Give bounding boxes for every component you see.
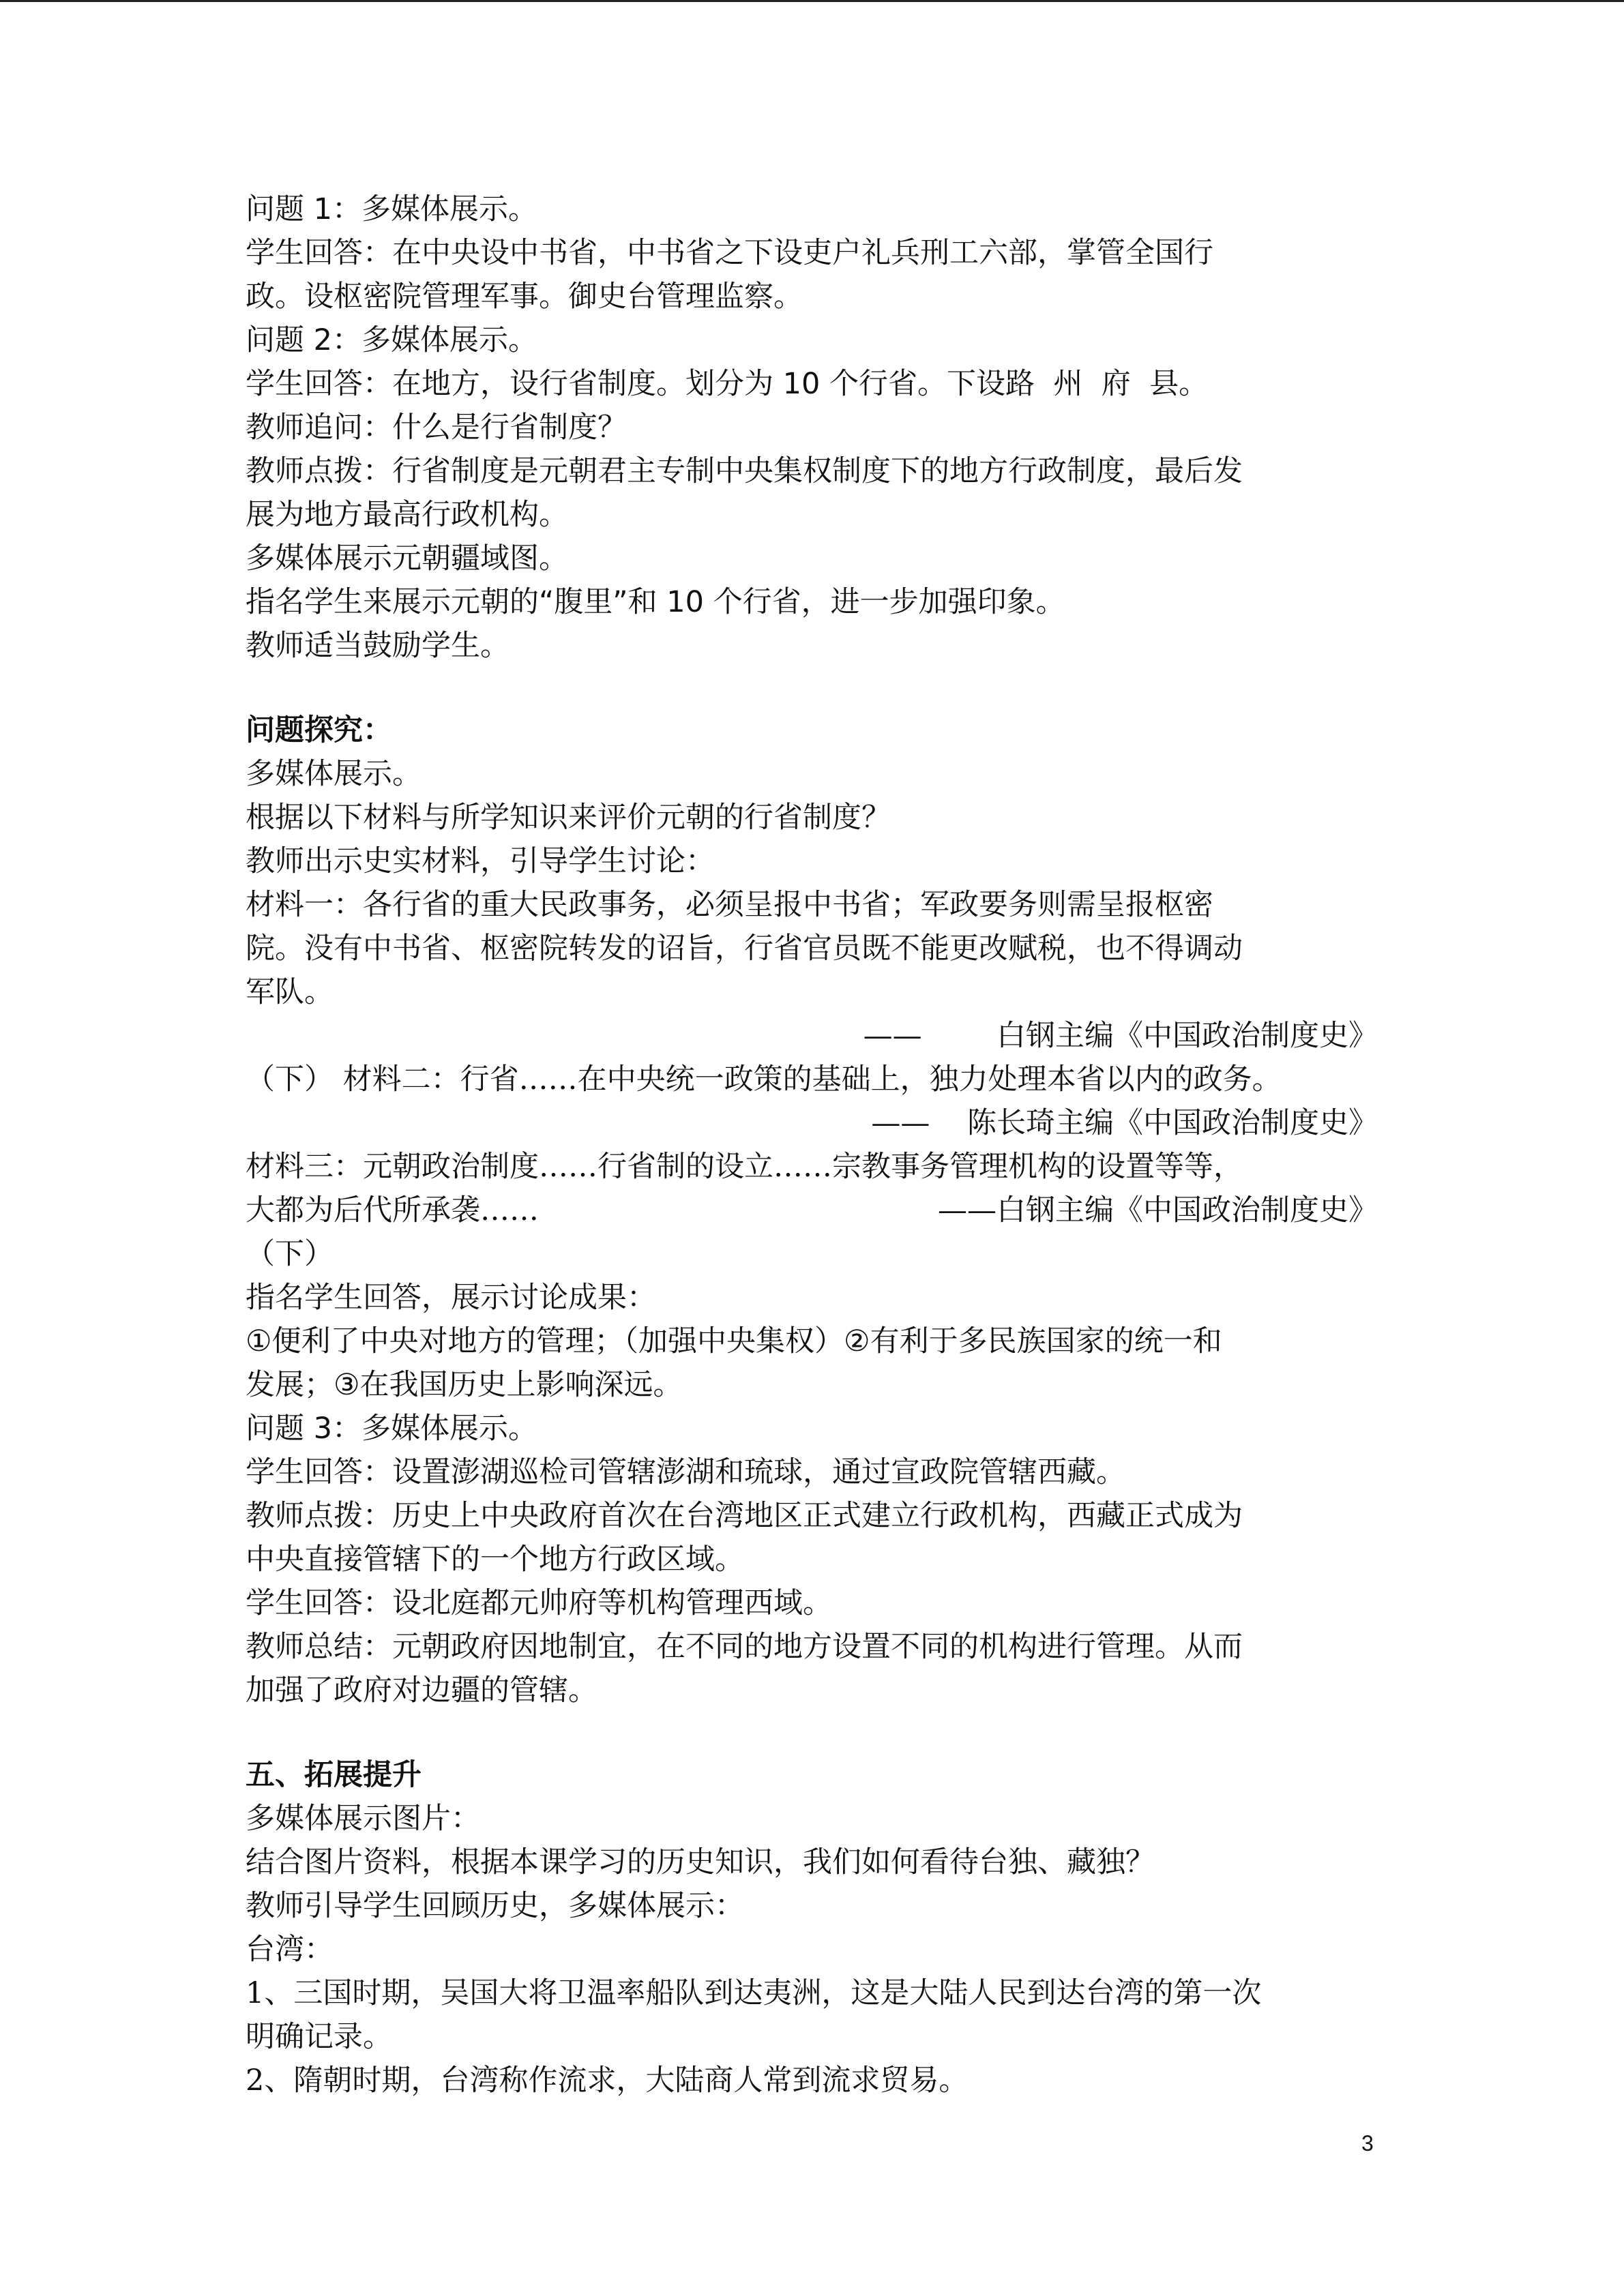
document-body <box>246 188 1378 2102</box>
citation: ——白钢主编《中国政治制度史》 <box>938 1193 1378 1227</box>
spacer <box>246 668 1378 709</box>
text-line: 教师适当鼓励学生。 <box>246 629 510 663</box>
section-inquiry <box>246 709 1378 1712</box>
text-line: （下） 材料二：行省……在中央统一政策的基础上，独力处理本省以内的政务。 <box>246 1062 1282 1097</box>
text-line: 指名学生来展示元朝的“腹里”和 10 个行省，进一步加强印象。 <box>246 585 1065 619</box>
text-line: 明确记录。 <box>246 2020 392 2054</box>
citation: —— 白钢主编《中国政治制度史》 <box>863 1019 1378 1053</box>
citation: —— 陈长琦主编《中国政治制度史》 <box>871 1106 1378 1140</box>
text-line: 教师总结：元朝政府因地制宜，在不同的地方设置不同的机构进行管理。从而 <box>246 1630 1243 1664</box>
text-line: 根据以下材料与所学知识来评价元朝的行省制度？ <box>246 801 891 835</box>
text-span: 大都为后代所承袭…… <box>246 1193 539 1227</box>
text-line: 政。设枢密院管理军事。御史台管理监察。 <box>246 280 803 314</box>
text-line: 学生回答：设置澎湖巡检司管辖澎湖和琉球，通过宣政院管辖西藏。 <box>246 1455 1125 1489</box>
spacer <box>246 1712 1378 1753</box>
text-line: 学生回答：在地方，设行省制度。划分为 10 个行省。下设路 州 府 县。 <box>246 367 1209 401</box>
material-one <box>246 883 1378 1058</box>
text-line: 问题 1：多媒体展示。 <box>246 192 538 226</box>
text-line: 教师出示史实材料，引导学生讨论： <box>246 844 715 878</box>
text-line: 教师点拨：历史上中央政府首次在台湾地区正式建立行政机构，西藏正式成为 <box>246 1499 1243 1533</box>
section-one <box>246 188 1378 668</box>
text-line: 多媒体展示。 <box>246 757 422 791</box>
text-line: 学生回答：设北庭都元帅府等机构管理西域。 <box>246 1586 832 1620</box>
section-heading: 问题探究： <box>246 713 392 747</box>
text-line: 学生回答：在中央设中书省，中书省之下设吏户礼兵刑工六部，掌管全国行 <box>246 236 1213 270</box>
text-line: 问题 2：多媒体展示。 <box>246 323 538 357</box>
text-line: 加强了政府对边疆的管辖。 <box>246 1673 597 1708</box>
top-border-line <box>0 0 1624 2</box>
section-extension <box>246 1753 1378 2102</box>
text-line: 结合图片资料，根据本课学习的历史知识，我们如何看待台独、藏独？ <box>246 1845 1155 1879</box>
text-line: 2、隋朝时期，台湾称作流求，大陆商人常到流求贸易。 <box>246 2063 969 2098</box>
text-line: ①便利了中央对地方的管理；（加强中央集权）②有利于多民族国家的统一和 <box>246 1324 1222 1358</box>
text-line: 多媒体展示元朝疆域图。 <box>246 541 568 576</box>
text-line: 指名学生回答，展示讨论成果： <box>246 1281 656 1315</box>
text-line-with-citation <box>246 1189 1378 1232</box>
text-line: 台湾： <box>246 1933 334 1967</box>
text-line: 教师点拨：行省制度是元朝君主专制中央集权制度下的地方行政制度，最后发 <box>246 454 1243 488</box>
text-line: 教师引导学生回顾历史，多媒体展示： <box>246 1889 744 1923</box>
text-line: 展为地方最高行政机构。 <box>246 498 568 532</box>
text-line: 材料三：元朝政治制度……行省制的设立……宗教事务管理机构的设置等等， <box>246 1150 1243 1184</box>
text-line: 问题 3：多媒体展示。 <box>246 1412 538 1446</box>
page-number: 3 <box>1361 2131 1374 2156</box>
text-line: 1、三国时期，吴国大将卫温率船队到达夷洲，这是大陆人民到达台湾的第一次 <box>246 1976 1262 2010</box>
text-line: （下） <box>246 1237 334 1271</box>
material-three <box>246 1145 1378 1276</box>
section-heading: 五、拓展提升 <box>246 1758 422 1792</box>
text-line: 教师追问：什么是行省制度？ <box>246 411 627 445</box>
text-line: 院。没有中书省、枢密院转发的诏旨，行省官员既不能更改赋税，也不得调动 <box>246 931 1243 966</box>
material-two <box>246 1058 1378 1145</box>
text-line: 军队。 <box>246 975 334 1009</box>
text-line: 多媒体展示图片： <box>246 1802 480 1836</box>
text-line: 材料一：各行省的重大民政事务，必须呈报中书省；军政要务则需呈报枢密 <box>246 888 1213 922</box>
text-line: 中央直接管辖下的一个地方行政区域。 <box>246 1542 744 1577</box>
text-line: 发展；③在我国历史上影响深远。 <box>246 1368 683 1402</box>
taiwan-history <box>246 1928 1378 2102</box>
